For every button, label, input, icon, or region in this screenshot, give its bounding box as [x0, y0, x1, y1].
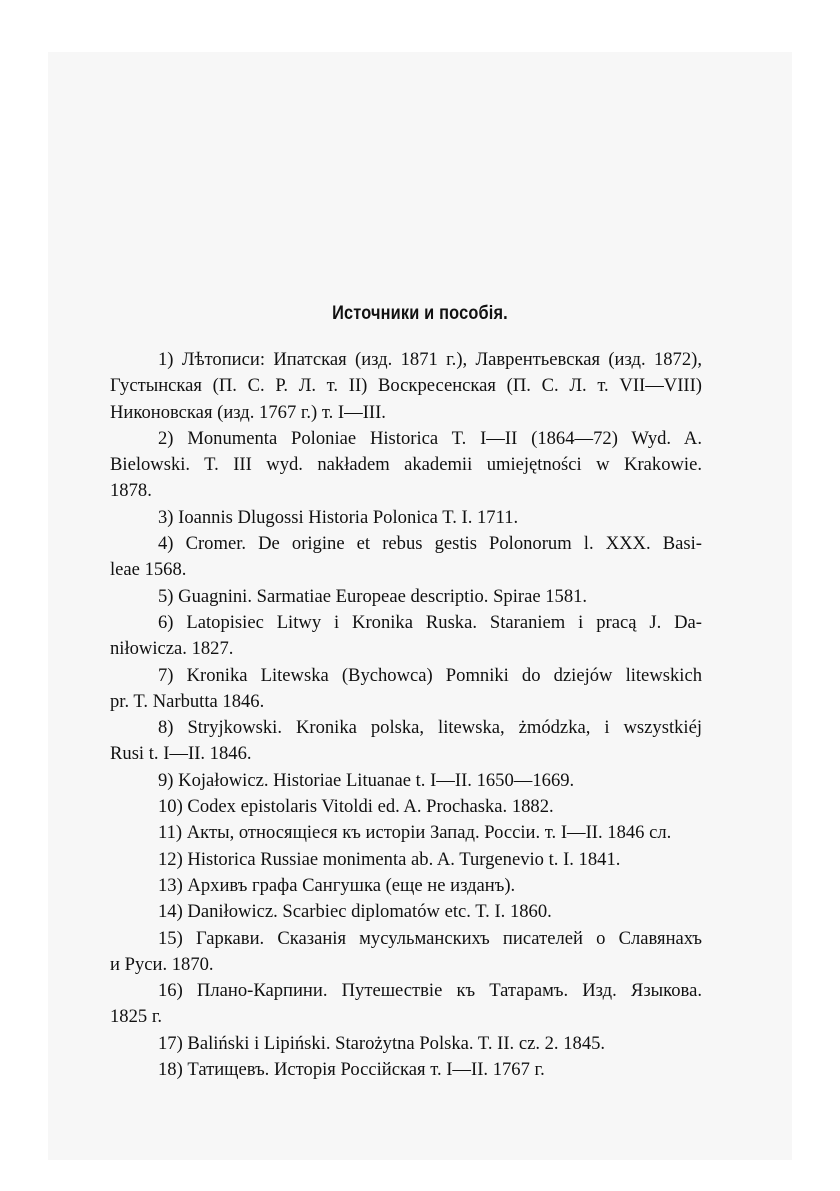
- entry-line: 8) Stryjkowski. Kronika polska, litewska, żmódzka, i wszystkiéj: [158, 717, 702, 739]
- source-entry: [110, 873, 702, 899]
- entry-line: 9) Kojałowicz. Historiae Lituanae t. I—II. 1650—1669.: [158, 769, 575, 791]
- entry-line: 3) Ioannis Dlugossi Historia Polonica T. I. 1711.: [158, 506, 519, 528]
- source-entry: [110, 531, 702, 584]
- source-list: [110, 347, 702, 1083]
- source-entry: [110, 426, 702, 505]
- entry-line: 6) Latopisiec Litwy i Kronika Ruska. Staraniem i pracą J. Da-: [158, 611, 702, 633]
- entry-line: niłowicza. 1827.: [110, 638, 234, 660]
- entry-line: Никоновская (изд. 1767 г.) т. I—III.: [110, 401, 386, 423]
- source-entry: [110, 978, 702, 1031]
- source-entry: [110, 926, 702, 979]
- entry-line: Rusi t. I—II. 1846.: [110, 743, 252, 765]
- entry-line: 5) Guagnini. Sarmatiae Europeae descriptio. Spirae 1581.: [158, 585, 588, 607]
- source-entry: [110, 347, 702, 426]
- source-entry: [110, 505, 702, 531]
- source-entry: [110, 768, 702, 794]
- entry-line: 13) Архивъ графа Сангушка (еще не изданъ).: [158, 874, 516, 896]
- entry-line: и Руси. 1870.: [110, 953, 214, 975]
- source-entry: [110, 715, 702, 768]
- source-entry: [110, 663, 702, 716]
- source-entry: [110, 820, 702, 846]
- entry-line: pr. T. Narbutta 1846.: [110, 690, 265, 712]
- source-entry: [110, 794, 702, 820]
- entry-line: 16) Плано-Карпини. Путешествіе къ Татарамъ. Изд. Языкова.: [158, 980, 702, 1002]
- entry-line: 11) Акты, относящіеся къ исторіи Запад. Россіи. т. I—II. 1846 сл.: [158, 822, 672, 844]
- entry-line: 1) Лѣтописи: Ипатская (изд. 1871 г.), Лаврентьевская (изд. 1872),: [158, 349, 702, 370]
- source-entry: [110, 1057, 702, 1083]
- entry-line: 12) Historica Russiae monimenta ab. A. Turgenevio t. I. 1841.: [158, 848, 621, 870]
- entry-line: 1878.: [110, 480, 152, 502]
- entry-line: 7) Kronika Litewska (Bychowca) Pomniki do dziejów litewskich: [158, 664, 702, 686]
- entry-line: 2) Monumenta Poloniae Historica T. I—II (1864—72) Wyd. A.: [158, 427, 702, 449]
- entry-line: 10) Codex epistolaris Vitoldi ed. A. Prochaska. 1882.: [158, 796, 554, 818]
- source-entry: [110, 899, 702, 925]
- entry-line: 1825 г.: [110, 1006, 163, 1028]
- entry-line: Bielowski. T. III wyd. nakładem akademii umiejętności w Krakowie.: [110, 454, 702, 476]
- page-title: Источники и пособія.: [332, 303, 508, 324]
- entry-line: leae 1568.: [110, 559, 187, 581]
- source-entry: [110, 610, 702, 663]
- source-entry: [110, 584, 702, 610]
- entry-line: 4) Cromer. De origine et rebus gestis Polonorum l. XXX. Basi-: [158, 533, 702, 555]
- source-entry: [110, 1031, 702, 1057]
- entry-line: 18) Татищевъ. Исторія Россійская т. I—II. 1767 г.: [158, 1059, 545, 1081]
- entry-line: Густынская (П. С. Р. Л. т. II) Воскресенская (П. С. Л. т. VII—VIII): [110, 375, 702, 397]
- entry-line: 14) Daniłowicz. Scarbiec diplomatów etc. T. I. 1860.: [158, 901, 552, 923]
- entry-line: 15) Гаркави. Сказанія мусульманскихъ писателей о Славянахъ: [158, 927, 702, 949]
- entry-line: 17) Baliński i Lipiński. Starożytna Polska. T. II. cz. 2. 1845.: [158, 1032, 606, 1054]
- source-entry: [110, 847, 702, 873]
